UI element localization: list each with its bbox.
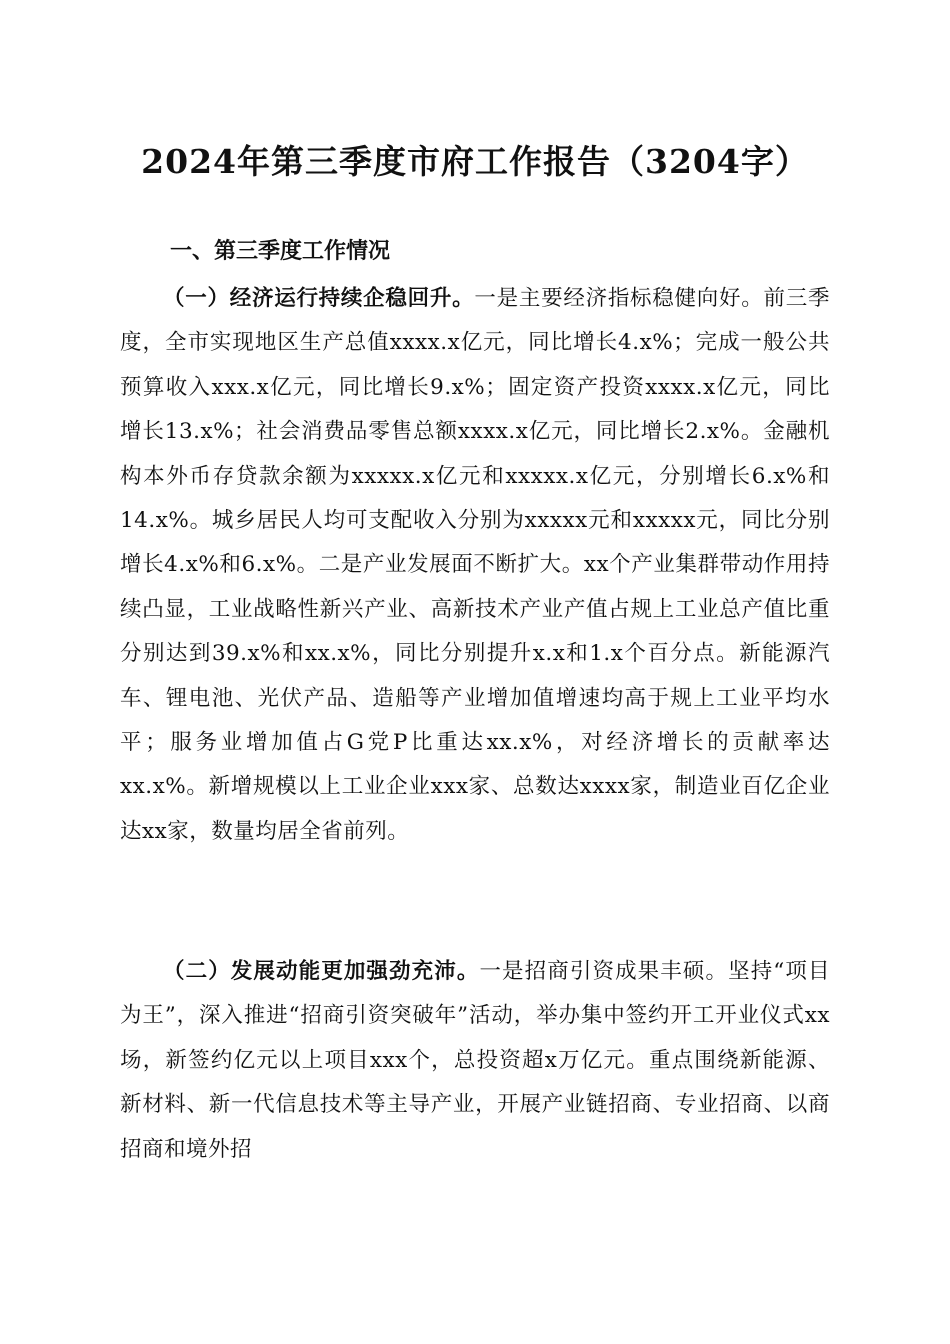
paragraph-momentum — [120, 950, 830, 1172]
paragraph-body: 一是主要经济指标稳健向好。前三季度，全市实现地区生产总值xxxx.x亿元，同比增长4.x%；完成一般公共预算收入xxx.x亿元，同比增长9.x%；固定资产投资xxxx.x亿元，同比增长13.x%；社会消费品零售总额xxxx.x亿元，同比增长2.x%。金融机构本外币存贷款余额为xxxxx.x亿元和xxxxx.x亿元，分别增长6.x%和14.x%。城乡居民人均可支配收入分别为xxxxx元和xxxxx元，同比分别增长4.x%和6.x%。二是产业发展面不断扩大。xx个产业集群带动作用持续凸显，工业战略性新兴产业、高新技术产业产值占规上工业总产值比重分别达到39.x%和xx.x%，同比分别提升x.x和1.x个百分点。新能源汽车、锂电池、光伏产品、造船等产业增加值增速均高于规上工业平均水平；服务业增加值占G党P比重达xx.x%，对经济增长的贡献率达xx.x%。新增规模以上工业企业xxx家、总数达xxxx家，制造业百亿企业达xx家，数量均居全省前列。 — [120, 286, 830, 844]
paragraph-economy — [120, 277, 830, 854]
paragraph-text — [120, 950, 830, 1172]
paragraph-lead: （一）经济运行持续企稳回升。 — [163, 286, 475, 311]
document-title: 2024年第三季度市府工作报告（3204字） — [141, 142, 809, 181]
paragraph-text — [120, 277, 830, 854]
paragraph-lead: （二）发展动能更加强劲充沛。 — [163, 959, 480, 984]
section-heading: 一、第三季度工作情况 — [170, 239, 391, 264]
paragraph-body: 一是招商引资成果丰硕。坚持“项目为王”，深入推进“招商引资突破年”活动，举办集中签约开工开业仪式xx场，新签约亿元以上项目xxx个，总投资超x万亿元。重点围绕新能源、新材料、新一代信息技术等主导产业，开展产业链招商、专业招商、以商招商和境外招 — [120, 959, 830, 1162]
